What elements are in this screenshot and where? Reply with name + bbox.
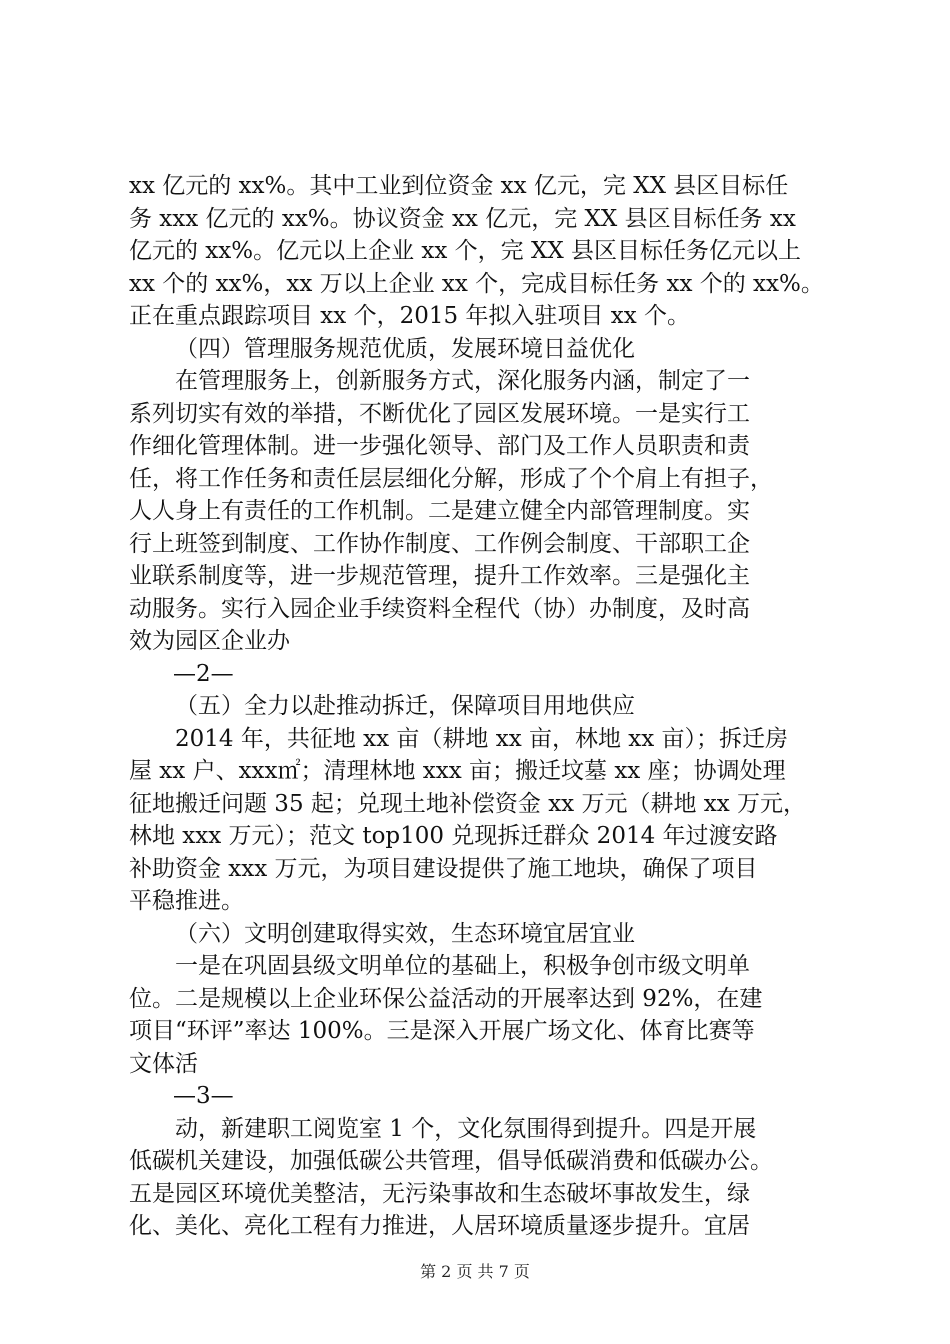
body-line: 任，将工作任务和责任层层细化分解，形成了个个肩上有担子， bbox=[129, 465, 773, 492]
section-heading: （六）文明创建取得实效，生态环境宜居宜业 bbox=[175, 920, 635, 947]
body-line: 系列切实有效的举措，不断优化了园区发展环境。一是实行工 bbox=[129, 400, 750, 427]
body-line: 文体活 bbox=[129, 1050, 198, 1077]
body-line: 位。二是规模以上企业环保公益活动的开展率达到 92%，在建 bbox=[129, 985, 763, 1012]
body-line: 在管理服务上，创新服务方式，深化服务内涵，制定了一 bbox=[175, 368, 750, 394]
body-line: 务 xxx 亿元的 xx%。协议资金 xx 亿元，完 XX 县区目标任务 xx bbox=[129, 205, 796, 232]
body-line: 林地 xxx 万元）；范文 top100 兑现拆迁群众 2014 年过渡安路 bbox=[129, 823, 778, 849]
document-body bbox=[129, 170, 829, 1243]
body-line: 补助资金 xxx 万元，为项目建设提供了施工地块，确保了项目 bbox=[129, 855, 758, 882]
body-line: 五是园区环境优美整洁，无污染事故和生态破坏事故发生，绿 bbox=[129, 1180, 750, 1207]
body-line: 作细化管理体制。进一步强化领导、部门及工作人员职责和责 bbox=[129, 433, 750, 459]
page-marker: —2— bbox=[173, 660, 234, 687]
body-line: 动服务。实行入园企业手续资料全程代（协）办制度，及时高 bbox=[129, 595, 750, 622]
body-line: 一是在巩固县级文明单位的基础上，积极争创市级文明单 bbox=[175, 953, 750, 979]
body-line: 行上班签到制度、工作协作制度、工作例会制度、干部职工企 bbox=[129, 530, 750, 557]
body-line: 人人身上有责任的工作机制。二是建立健全内部管理制度。实 bbox=[129, 498, 750, 524]
body-line: 正在重点跟踪项目 xx 个，2015 年拟入驻项目 xx 个。 bbox=[129, 303, 690, 329]
body-line: xx 亿元的 xx%。其中工业到位资金 xx 亿元，完 XX 县区目标任 bbox=[129, 173, 789, 199]
page-marker: —3— bbox=[173, 1083, 234, 1109]
body-line: 效为园区企业办 bbox=[129, 628, 290, 654]
section-heading: （四）管理服务规范优质，发展环境日益优化 bbox=[175, 335, 635, 362]
body-line: 项目“环评”率达 100%。三是深入开展广场文化、体育比赛等 bbox=[129, 1018, 755, 1044]
body-line: 业联系制度等，进一步规范管理，提升工作效率。三是强化主 bbox=[129, 563, 750, 589]
body-line: 平稳推进。 bbox=[129, 888, 244, 914]
page-footer: 第 2 页 共 7 页 bbox=[420, 1262, 530, 1281]
body-line: 低碳机关建设，加强低碳公共管理，倡导低碳消费和低碳办公。 bbox=[129, 1148, 773, 1174]
body-line: 2014 年，共征地 xx 亩（耕地 xx 亩，林地 xx 亩）；拆迁房 bbox=[175, 725, 789, 752]
body-line: 动，新建职工阅览室 1 个，文化氛围得到提升。四是开展 bbox=[175, 1115, 757, 1142]
section-heading: （五）全力以赴推动拆迁，保障项目用地供应 bbox=[175, 693, 635, 719]
body-line: 亿元的 xx%。亿元以上企业 xx 个，完 XX 县区目标任务亿元以上 bbox=[129, 238, 802, 264]
body-line: xx 个的 xx%，xx 万以上企业 xx 个，完成目标任务 xx 个的 xx%。 bbox=[129, 270, 824, 297]
body-line: 屋 xx 户、xxx㎡；清理林地 xxx 亩；搬迁坟墓 xx 座；协调处理 bbox=[129, 758, 786, 784]
body-line: 征地搬迁问题 35 起；兑现土地补偿资金 xx 万元（耕地 xx 万元， bbox=[129, 790, 807, 817]
body-line: 化、美化、亮化工程有力推进，人居环境质量逐步提升。宜居 bbox=[129, 1213, 750, 1239]
